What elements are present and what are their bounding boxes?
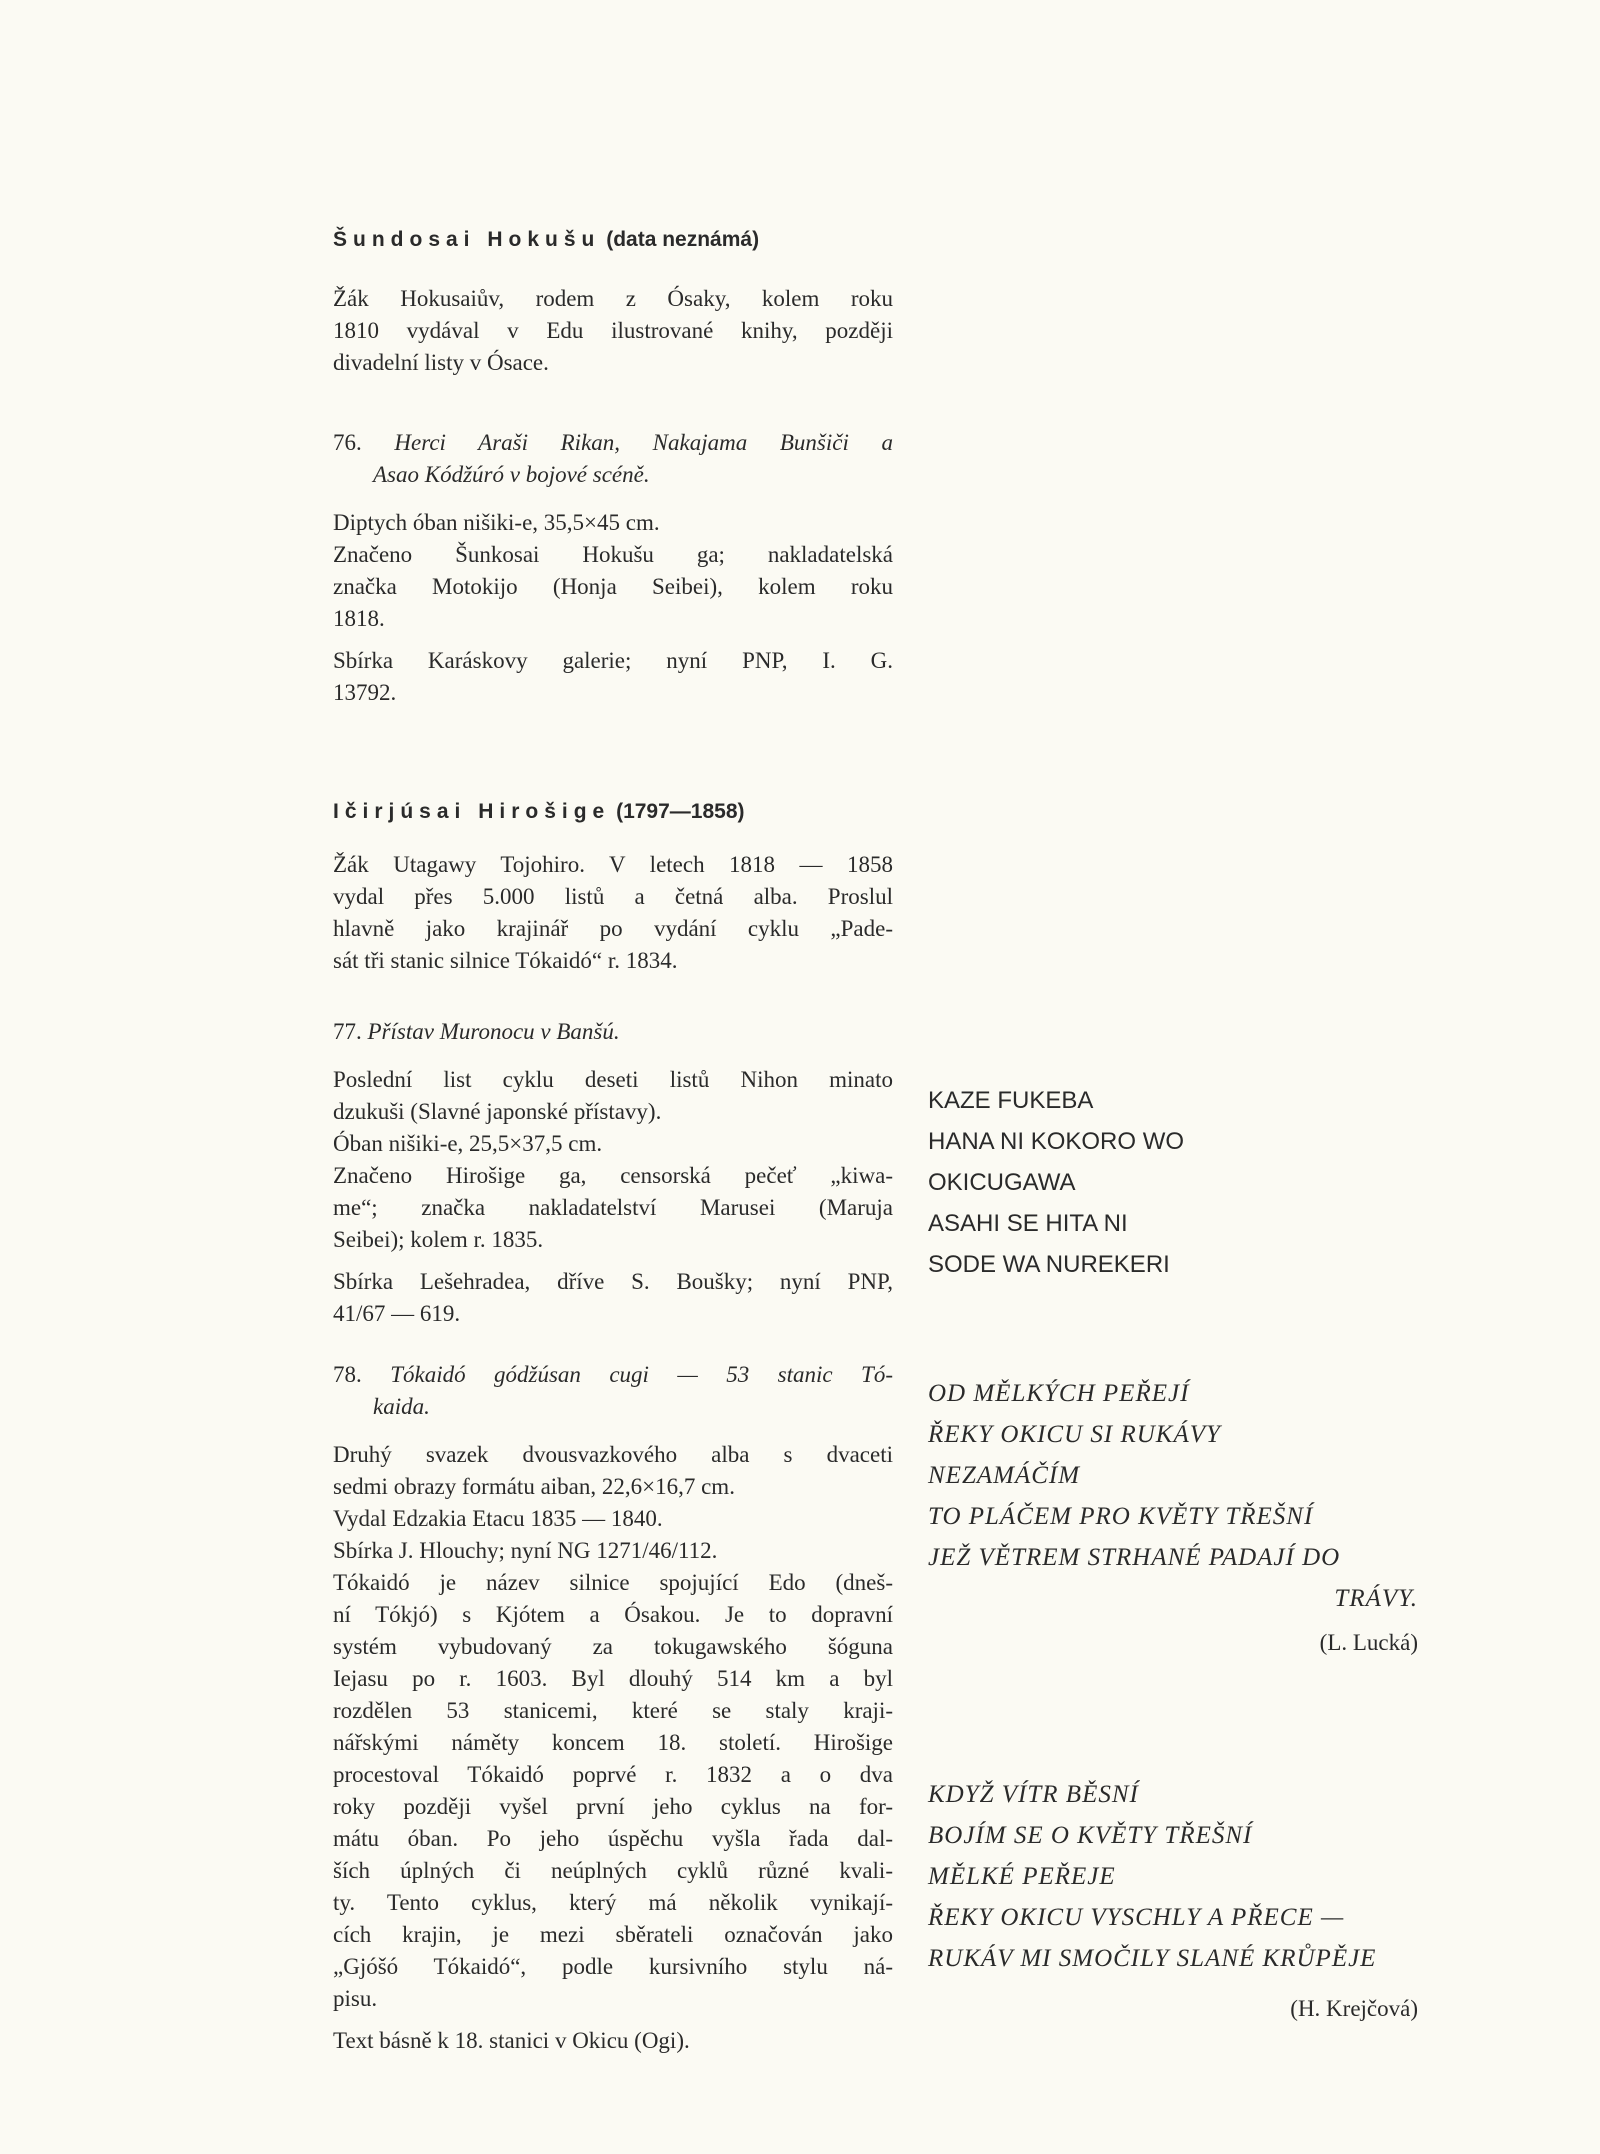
catalog-entry-76 xyxy=(333,427,893,709)
bio-line: hlavně jako krajinář po vydání cyklu „Pade- xyxy=(333,916,893,941)
entry-collection: 41/67 — 619. xyxy=(333,1301,461,1326)
entry-detail: dzukuši (Slavné japonské přístavy). xyxy=(333,1099,662,1124)
entry-detail: ní Tókjó) s Kjótem a Ósakou. Je to dopravní xyxy=(333,1602,893,1627)
artist-bio-hirosige xyxy=(333,849,893,977)
artist-bio-sundosai xyxy=(333,283,893,379)
entry-detail: Značeno Šunkosai Hokušu ga; nakladatelská xyxy=(333,542,893,567)
bio-line: Žák Utagawy Tojohiro. V letech 1818 — 1858 xyxy=(333,852,893,877)
entry-detail: Tókaidó je název silnice spojující Edo (dneš- xyxy=(333,1570,893,1595)
entry-detail: roky později vyšel první jeho cyklus na for- xyxy=(333,1794,893,1819)
poem-line: RUKÁV MI SMOČILY SLANÉ KRŮPĚJE xyxy=(928,1945,1377,1972)
entry-detail: Seibei); kolem r. 1835. xyxy=(333,1227,544,1252)
entry-title-line xyxy=(333,427,893,459)
catalog-entry-78 xyxy=(333,1359,893,2057)
entry-detail: Vydal Edzakia Etacu 1835 — 1840. xyxy=(333,1506,663,1531)
entry-footnote: Text básně k 18. stanici v Okicu (Ogi). xyxy=(333,2028,690,2053)
entry-detail: Druhý svazek dvousvazkového alba s dvaceti xyxy=(333,1442,893,1467)
poem-line: BOJÍM SE O KVĚTY TŘEŠNÍ xyxy=(928,1822,1253,1849)
bio-line: 1810 vydával v Edu ilustrované knihy, později xyxy=(333,318,893,343)
artist-heading-hirosige xyxy=(333,797,745,827)
entry-title: Herci Araši Rikan, Nakajama Bunšiči a xyxy=(394,430,893,455)
entry-detail: značka Motokijo (Honja Seibei), kolem roku xyxy=(333,574,893,599)
entry-detail: Óban nišiki-e, 25,5×37,5 cm. xyxy=(333,1131,603,1156)
artist-name: Šundosai Hokušu xyxy=(333,228,601,251)
artist-name: Ičirjúsai Hirošige xyxy=(333,800,611,823)
entry-collection: Sbírka Karáskovy galerie; nyní PNP, I. G. xyxy=(333,648,893,673)
entry-title: Přístav Muronocu v Banšú. xyxy=(367,1019,620,1044)
entry-detail: 1818. xyxy=(333,606,385,631)
poem-line: KAZE FUKEBA xyxy=(928,1087,1094,1114)
entry-title-line: kaida. xyxy=(373,1394,430,1419)
entry-detail: me“; značka nakladatelství Marusei (Maruja xyxy=(333,1195,893,1220)
poem-line: TRÁVY. xyxy=(1334,1585,1418,1612)
artist-heading-sundosai xyxy=(333,225,759,255)
catalog-entry-77 xyxy=(333,1016,893,1330)
entry-detail: ty. Tento cyklus, který má několik vynikají- xyxy=(333,1890,893,1915)
poem-line: NEZAMÁČÍM xyxy=(928,1462,1081,1489)
entry-title: Tókaidó gódžúsan cugi — 53 stanic Tó- xyxy=(390,1362,894,1387)
artist-dates: (data neznámá) xyxy=(606,228,760,251)
entry-collection: Sbírka Lešehradea, dříve S. Boušky; nyní PNP, xyxy=(333,1269,893,1294)
translator-credit: (L. Lucká) xyxy=(1319,1630,1418,1655)
poem-line: ASAHI SE HITA NI xyxy=(928,1210,1128,1237)
poem-line: ŘEKY OKICU SI RUKÁVY xyxy=(928,1421,1221,1448)
entry-detail: „Gjóšó Tókaidó“, podle kursivního stylu ná- xyxy=(333,1954,893,1979)
entry-number: 77. xyxy=(333,1019,362,1044)
entry-detail: procestoval Tókaidó poprvé r. 1832 a o dva xyxy=(333,1762,893,1787)
bio-line: Žák Hokusaiův, rodem z Ósaky, kolem roku xyxy=(333,286,893,311)
entry-title-line xyxy=(333,1359,893,1391)
entry-title-line: Asao Kódžúró v bojové scéně. xyxy=(373,462,650,487)
bio-line: vydal přes 5.000 listů a četná alba. Proslul xyxy=(333,884,893,909)
entry-detail: Diptych óban nišiki-e, 35,5×45 cm. xyxy=(333,510,660,535)
poem-line: TO PLÁČEM PRO KVĚTY TŘEŠNÍ xyxy=(928,1503,1314,1530)
poem-line: MĚLKÉ PEŘEJE xyxy=(928,1863,1116,1890)
entry-number: 76. xyxy=(333,430,362,455)
entry-detail: rozdělen 53 stanicemi, které se staly kraji- xyxy=(333,1698,893,1723)
entry-number: 78. xyxy=(333,1362,362,1387)
entry-detail: cích krajin, je mezi sběrateli označován jako xyxy=(333,1922,893,1947)
poem-line: OKICUGAWA xyxy=(928,1169,1076,1196)
translator-credit: (H. Krejčová) xyxy=(1290,1996,1418,2021)
bio-line: divadelní listy v Ósace. xyxy=(333,350,549,375)
bio-line: sát tři stanic silnice Tókaidó“ r. 1834. xyxy=(333,948,678,973)
entry-detail: mátu óban. Po jeho úspěchu vyšla řada dal- xyxy=(333,1826,893,1851)
entry-detail: pisu. xyxy=(333,1986,378,2011)
poem-line: ŘEKY OKICU VYSCHLY A PŘECE — xyxy=(928,1904,1345,1931)
entry-detail: Značeno Hirošige ga, censorská pečeť „kiwa- xyxy=(333,1163,893,1188)
entry-detail: Poslední list cyklu deseti listů Nihon minato xyxy=(333,1067,893,1092)
poem-line: SODE WA NUREKERI xyxy=(928,1251,1170,1278)
poem-original xyxy=(928,1080,1184,1285)
entry-detail: Sbírka J. Hlouchy; nyní NG 1271/46/112. xyxy=(333,1538,718,1563)
poem-line: HANA NI KOKORO WO xyxy=(928,1128,1185,1155)
poem-line: JEŽ VĚTREM STRHANÉ PADAJÍ DO xyxy=(928,1544,1341,1571)
entry-detail: systém vybudovaný za tokugawského šóguna xyxy=(333,1634,893,1659)
entry-title-line xyxy=(333,1016,893,1048)
artist-dates: (1797—1858) xyxy=(616,800,745,823)
poem-translation-krejcova xyxy=(928,1774,1418,2025)
entry-detail: nářskými náměty koncem 18. století. Hirošige xyxy=(333,1730,893,1755)
entry-detail: Iejasu po r. 1603. Byl dlouhý 514 km a byl xyxy=(333,1666,893,1691)
poem-line: OD MĚLKÝCH PEŘEJÍ xyxy=(928,1380,1190,1407)
entry-detail: ších úplných či neúplných cyklů různé kvali- xyxy=(333,1858,893,1883)
poem-translation-lucka xyxy=(928,1373,1418,1659)
entry-collection: 13792. xyxy=(333,680,397,705)
entry-detail: sedmi obrazy formátu aiban, 22,6×16,7 cm. xyxy=(333,1474,735,1499)
poem-line: KDYŽ VÍTR BĚSNÍ xyxy=(928,1781,1139,1808)
